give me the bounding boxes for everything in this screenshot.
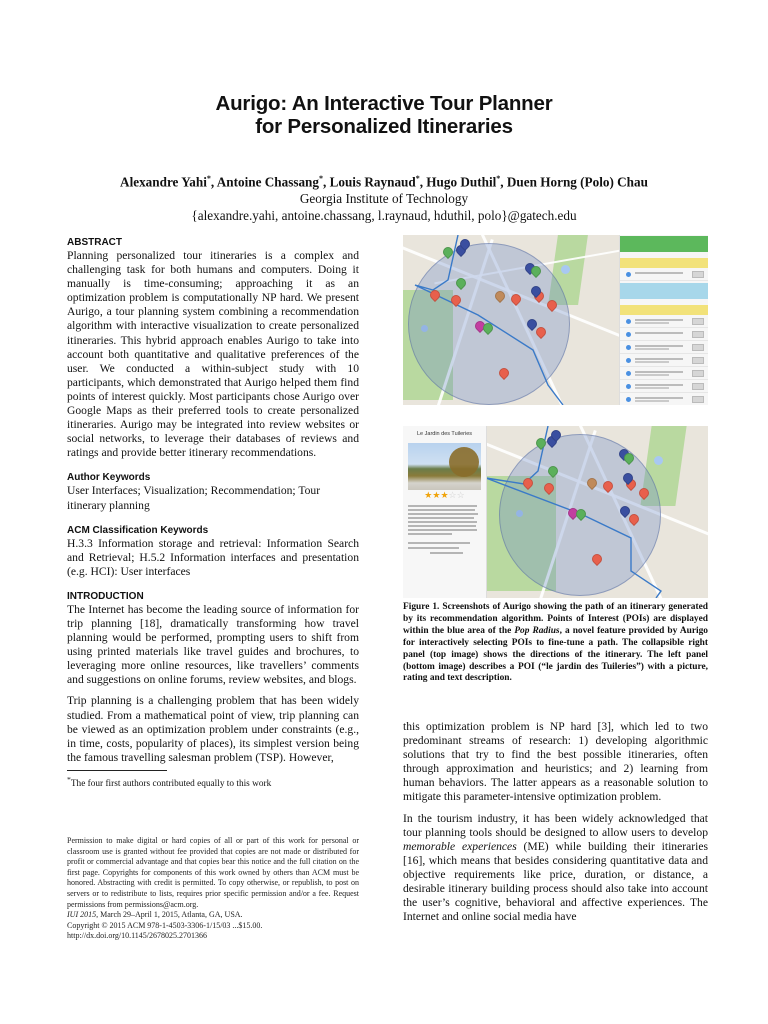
direction-step[interactable] bbox=[620, 269, 708, 281]
map-view[interactable] bbox=[486, 426, 708, 598]
author-keywords-section bbox=[67, 471, 359, 512]
acm-keywords-text: H.3.3 Information storage and retrieval: Information Search and Retrieval; H.5.2 Information interfaces and presentation (e.g. HCI): User interfaces bbox=[67, 536, 359, 578]
poi-address bbox=[408, 542, 481, 554]
poi-details-panel bbox=[403, 426, 487, 598]
author-block bbox=[0, 170, 768, 224]
caption-label: Figure 1. bbox=[403, 602, 440, 612]
paragraph-text: (ME) while building their itineraries [16], which means that besides considering quantitative data and objective requirements like price, duration, or distance, a desirable itinerary building process should also take into account the user’s cognitive, behavioral and affective experiences. The Internet and online social media have bbox=[403, 839, 709, 924]
step-text bbox=[635, 384, 683, 386]
abstract-section bbox=[67, 236, 359, 460]
step-text bbox=[635, 345, 683, 347]
step-button[interactable] bbox=[692, 344, 704, 351]
caption-text: , a novel feature provided by Aurigo for interactively selecting POIs to fine-tune a path. The collapsible right panel (top image) shows the directions of the itinerary. The left panel (bottom image) describes a POI (“le jardin des Tuileries”) with a picture, rating and text description. bbox=[403, 625, 708, 684]
figure-1-bottom-screenshot bbox=[403, 426, 708, 598]
step-text bbox=[635, 397, 683, 399]
step-text bbox=[635, 319, 683, 321]
doi-link[interactable]: http://dx.doi.org/10.1145/2678025.2701366 bbox=[67, 931, 208, 941]
intro-paragraph-3: this optimization problem is NP hard [3], which led to two predominant streams of research: 1) developing algorithmic solutions that try to find the best possible itineraries, often through approximation and heuristics; and 2) learning from human behaviors. The latter appears as a reasonable solution to mitigate this parameter-intensive optimization problem. bbox=[403, 720, 708, 804]
leg-header[interactable] bbox=[620, 258, 708, 268]
copyright-line: Copyright © 2015 ACM 978-1-4503-3306-1/15/03 ...$15.00. bbox=[67, 920, 263, 930]
step-icon bbox=[626, 345, 631, 350]
step-text bbox=[635, 358, 683, 360]
step-button[interactable] bbox=[692, 271, 704, 278]
author-name: Antoine Chassang bbox=[216, 174, 319, 190]
author-mark: * bbox=[318, 174, 323, 183]
introduction-heading: INTRODUCTION bbox=[67, 590, 144, 602]
conference-line bbox=[67, 910, 359, 921]
poi-description bbox=[408, 505, 481, 535]
footnote-text: The four first authors contributed equally to this work bbox=[70, 779, 272, 789]
footnote-rule bbox=[67, 770, 167, 771]
poi-rating bbox=[403, 490, 486, 500]
step-text bbox=[635, 322, 669, 324]
leg-header[interactable] bbox=[620, 305, 708, 315]
author-name: Hugo Duthil bbox=[426, 174, 497, 190]
direction-step[interactable] bbox=[620, 368, 708, 380]
affiliation: Georgia Institute of Technology bbox=[299, 191, 469, 207]
author-mark: * bbox=[496, 174, 501, 183]
title-line-2: for Personalized Itineraries bbox=[255, 115, 513, 138]
directions-panel bbox=[619, 235, 708, 405]
paper-title bbox=[0, 92, 768, 138]
direction-step[interactable] bbox=[620, 355, 708, 367]
step-icon bbox=[626, 272, 631, 277]
itinerary-path bbox=[486, 426, 708, 598]
caption-emphasis: Pop Radius bbox=[514, 625, 560, 636]
step-text bbox=[635, 374, 669, 376]
step-icon bbox=[626, 332, 631, 337]
step-text bbox=[635, 371, 683, 373]
photo-tree bbox=[449, 447, 479, 477]
step-text bbox=[635, 387, 669, 389]
star-filled-icon: ★ bbox=[424, 490, 433, 500]
step-button[interactable] bbox=[692, 396, 704, 403]
caption-text: Screenshots of Aurigo showing the path of an itinerary generated by its recommendation algorithm. Points of Interest (POIs) are displayed within the blue area of the bbox=[403, 602, 708, 636]
itinerary-path bbox=[403, 235, 620, 405]
permission-text: Permission to make digital or hard copies of all or part of this work for personal or classroom use is granted without fee provided that copies are not made or distributed for profit or commercial advantage and that copies bear this notice and the full citation on the first page. Copyrights for components of this work owned by others than ACM must be honored. Abstracting with credit is permitted. To copy otherwise, or republish, to post on servers or to redistribute to lists, requires prior specific permission and/or a fee. Request permissions from permissions@acm.org. bbox=[67, 836, 359, 909]
right-column bbox=[403, 720, 708, 931]
star-filled-icon: ★ bbox=[432, 490, 441, 500]
author-mark: * bbox=[206, 174, 211, 183]
step-text bbox=[635, 400, 669, 402]
footnote bbox=[67, 774, 359, 790]
start-location-header[interactable] bbox=[620, 236, 708, 252]
step-icon bbox=[626, 358, 631, 363]
title-line-1: Aurigo: An Interactive Tour Planner bbox=[215, 92, 553, 115]
step-icon bbox=[626, 319, 631, 324]
step-button[interactable] bbox=[692, 318, 704, 325]
step-text bbox=[635, 361, 669, 363]
acm-keywords-heading: ACM Classification Keywords bbox=[67, 524, 209, 536]
figure-1-caption bbox=[403, 602, 708, 685]
waypoint-header[interactable] bbox=[620, 283, 708, 299]
left-column bbox=[67, 236, 359, 790]
step-icon bbox=[626, 397, 631, 402]
figure-1-top-screenshot bbox=[403, 235, 708, 405]
direction-step[interactable] bbox=[620, 316, 708, 328]
author-list: Alexandre Yahi*, Antoine Chassang*, Louis Raynaud*, Hugo Duthil*, Duen Horng (Polo) Chau bbox=[120, 174, 648, 190]
direction-step[interactable] bbox=[620, 394, 708, 405]
intro-paragraph-1: The Internet has become the leading source of information for trip planning [18], dramatically transforming how travel planning would be performed, prompting users to shift from using printed materials like travel guides and brochures, to leveraging more online resources, like travellers’ comments and suggestions on online forums, review websites, and blogs. bbox=[67, 602, 359, 687]
star-empty-icon: ☆ bbox=[456, 490, 465, 500]
step-text bbox=[635, 332, 683, 334]
author-name: Louis Raynaud bbox=[329, 174, 416, 190]
direction-step[interactable] bbox=[620, 329, 708, 341]
author-keywords-text: User Interfaces; Visualization; Recommendation; Tour itinerary planning bbox=[67, 484, 321, 512]
intro-paragraph-4 bbox=[403, 812, 708, 925]
acm-keywords-section bbox=[67, 524, 359, 579]
conference-details: , March 29–April 1, 2015, Atlanta, GA, USA. bbox=[96, 910, 243, 920]
direction-step[interactable] bbox=[620, 381, 708, 393]
author-emails: {alexandre.yahi, antoine.chassang, l.raynaud, hduthil, polo}@gatech.edu bbox=[191, 208, 577, 224]
poi-title: Le Jardin des Tuileries bbox=[416, 431, 473, 437]
author-mark: * bbox=[415, 174, 420, 183]
step-button[interactable] bbox=[692, 370, 704, 377]
introduction-section bbox=[67, 590, 359, 765]
abstract-heading: ABSTRACT bbox=[67, 237, 122, 248]
poi-photo bbox=[408, 443, 481, 490]
map-view[interactable] bbox=[403, 235, 620, 405]
intro-paragraph-2: Trip planning is a challenging problem that has been widely studied. From a mathematical point of view, trip planning can be viewed as an optimization problem under constraints (e.g., in time, costs, popularity of places), its simplest version being the famous travelling salesman problem (TSP). However, bbox=[67, 694, 359, 764]
star-empty-icon: ☆ bbox=[448, 490, 457, 500]
step-button[interactable] bbox=[692, 357, 704, 364]
step-text bbox=[635, 272, 683, 274]
abstract-text: Planning personalized tour itineraries is a complex and challenging task for both humans and computers. Doing it manually is time-consuming; approaching it as an optimization problem is computationally NP hard. We present Aurigo, a tour planning system combining a recommendation algorithm with interactive visualization to create personalized itineraries. This hybrid approach enables Aurigo to take into account both quantitative and qualitative preferences of the user. We conducted a within-subject study with 10 participants, which demonstrated that Aurigo helped them find points of interest quickly. Most participants chose Aurigo over Google Maps as their preferred tools to create personalized itineraries. Aurigo may be integrated into review websites or social networks, to leverage their databases of reviews and ratings and provide better itinerary recommendations. bbox=[67, 249, 359, 460]
author-name: Alexandre Yahi bbox=[120, 174, 207, 190]
step-icon bbox=[626, 371, 631, 376]
step-text bbox=[635, 348, 669, 350]
permission-block bbox=[67, 836, 359, 942]
author-name: Duen Horng (Polo) Chau bbox=[506, 174, 648, 190]
emphasis-text: memorable experiences bbox=[403, 839, 517, 853]
conference-name: IUI 2015 bbox=[67, 910, 97, 920]
step-button[interactable] bbox=[692, 331, 704, 338]
paragraph-text: In the tourism industry, it has been widely acknowledged that tour planning tools should be designed to allow users to develop bbox=[403, 811, 708, 839]
step-button[interactable] bbox=[692, 383, 704, 390]
direction-step[interactable] bbox=[620, 342, 708, 354]
author-keywords-heading: Author Keywords bbox=[67, 472, 151, 484]
step-icon bbox=[626, 384, 631, 389]
footnote-mark: * bbox=[67, 774, 71, 784]
star-filled-icon: ★ bbox=[440, 490, 449, 500]
